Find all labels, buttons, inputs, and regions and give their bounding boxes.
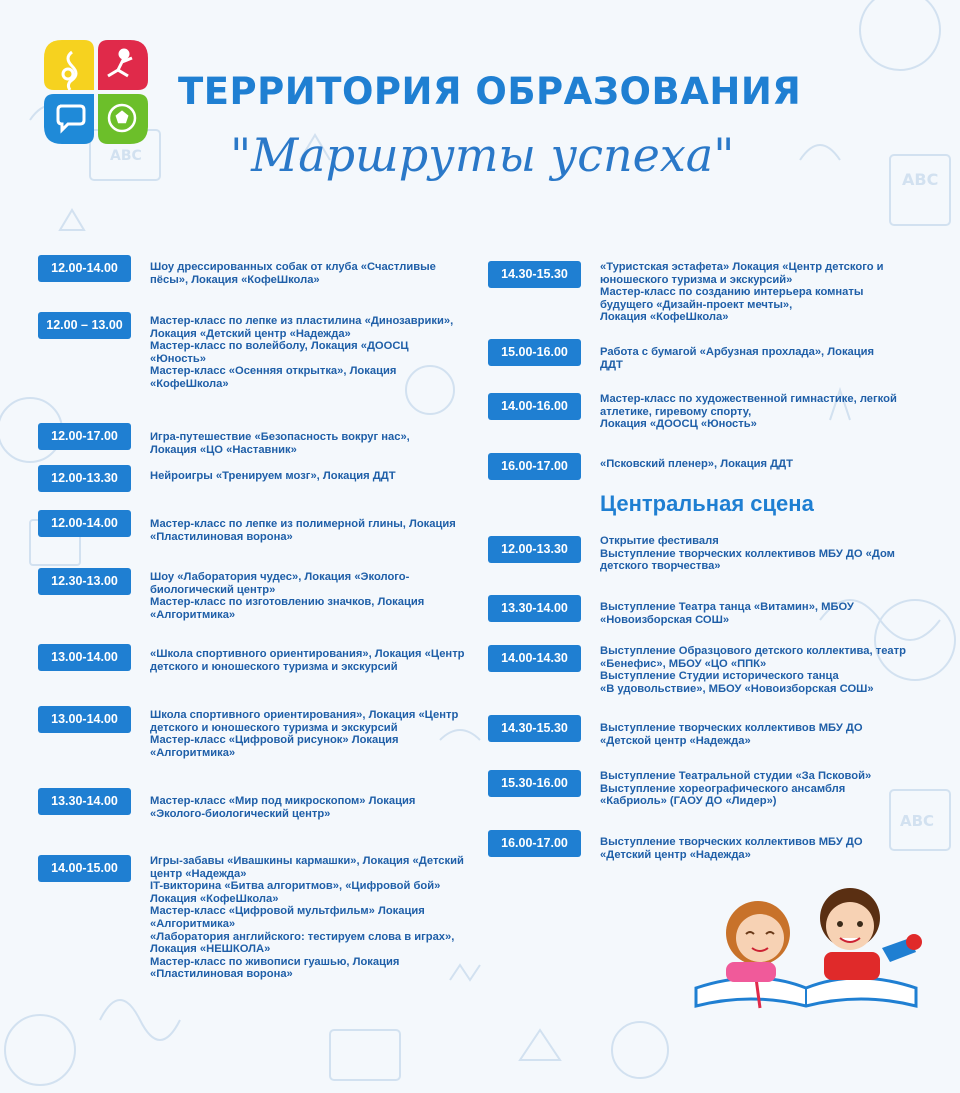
event-line: детского творчества» [600,560,721,573]
event-description [600,722,940,747]
event-description [150,518,490,543]
event-line: «КофеШкола» [150,377,229,390]
event-line: «Туристская эстафета» Локация «Центр детского и [600,261,884,273]
event-line: Мастер-класс по изготовлению значков, Локация [150,596,425,609]
event-line: «Детской центр «Надежда» [600,734,751,747]
time-badge: 14.00-14.30 [488,645,581,672]
event-line: детского и юношеского туризма и экскурсий [150,721,398,734]
svg-text:ABC: ABC [900,812,935,830]
logo-petal-red [98,40,148,90]
time-badge: 14.00-16.00 [488,393,581,420]
time-badge: 13.30-14.00 [38,788,131,815]
event-line: «Псковский пленер», Локация ДДТ [600,458,793,470]
event-description [150,648,490,673]
event-line: Мастер-класс по художественной гимнастике, легкой [600,393,897,405]
page-subtitle: "Маршруты успеха" [230,128,735,182]
time-badge: 14.30-15.30 [488,261,581,288]
kids-reading-illustration [686,878,926,1013]
event-description [600,836,940,861]
event-line: пёсы», Локация «КофеШкола» [150,273,320,286]
event-description [150,855,490,981]
time-badge: 13.00-14.00 [38,706,131,733]
event-line: Мастер-класс по созданию интерьера комнаты [600,286,864,299]
event-line: детского и юношеского туризма и экскурсий [150,660,398,673]
time-badge: 14.00-15.00 [38,855,131,882]
event-line: Выступление творческих коллективов МБУ ДО «Дом [600,547,895,560]
event-line: «Лаборатория английского: тестируем слова в играх», [150,930,455,943]
logo-petal-blue [44,94,94,144]
event-line: Мастер-класс по лепке из пластилина «Динозаврики», [150,315,454,327]
event-description [150,315,490,391]
event-line: «Школа спортивного ориентирования», Локация «Центр [150,648,465,660]
event-line: Мастер-класс «Цифровой рисунок» Локация [150,734,399,747]
event-line: «Юность» [150,352,207,365]
event-line: Мастер-класс «Осенняя открытка», Локация [150,365,397,378]
central-stage-title: Центральная сцена [600,491,814,516]
time-badge: 13.30-14.00 [488,595,581,622]
event-line: Выступление Театральной студии «За Псковой» [600,770,872,782]
event-line: Локация «НЕШКОЛА» [150,943,271,956]
time-badge: 12.30-13.00 [38,568,131,595]
event-description [150,431,490,456]
time-badge: 13.00-14.00 [38,644,131,671]
event-line: Выступление творческих коллективов МБУ ДО [600,836,863,848]
time-badge: 12.00-13.30 [38,465,131,492]
event-line: «Новоизборская СОШ» [600,613,730,626]
event-line: Игры-забавы «Ивашкины кармашки», Локация «Детский [150,855,464,867]
svg-text:ABC: ABC [902,170,939,189]
event-line: ДДТ [600,358,623,371]
event-description [600,770,940,808]
event-line: Выступление Образцового детского коллектива, театр [600,645,906,657]
event-line: Школа спортивного ориентирования», Локация «Центр [150,709,459,721]
event-line: Мастер-класс по живописи гуашью, Локация [150,955,400,968]
event-line: «Алгоритмика» [150,608,236,621]
festival-logo [44,40,148,144]
event-line: Игра-путешествие «Безопасность вокруг нас», [150,431,410,443]
event-line: биологический центр» [150,583,276,596]
event-description [600,535,940,573]
event-line: Работа с бумагой «Арбузная прохлада», Локация [600,346,875,358]
event-line: Выступление Театра танца «Витамин», МБОУ [600,601,854,613]
event-description [150,470,490,483]
event-line: атлетике, гиревому спорту, [600,405,752,418]
time-badge: 15.00-16.00 [488,339,581,366]
event-line: Выступление творческих коллективов МБУ ДО [600,722,863,734]
event-line: Шоу «Лаборатория чудес», Локация «Эколого- [150,571,410,583]
event-line: Мастер-класс «Мир под микроскопом» Локация [150,795,416,807]
event-description [600,393,940,431]
event-line: Локация «Детский центр «Надежда» [150,327,351,340]
event-description [600,346,940,371]
event-description [150,261,490,286]
event-line: «Пластилиновая ворона» [150,968,293,981]
event-line: Локация «ЦО «Наставник» [150,443,297,456]
time-badge: 12.00-14.00 [38,510,131,537]
event-line: «Кабриоль» (ГАОУ ДО «Лидер») [600,795,777,808]
event-line: «Пластилиновая ворона» [150,530,293,543]
event-line: «Эколого-биологический центр» [150,807,331,820]
event-line: Нейроигры «Тренируем мозг», Локация ДДТ [150,470,396,482]
time-badge: 12.00-13.30 [488,536,581,563]
time-badge: 12.00-14.00 [38,255,131,282]
event-line: «Алгоритмика» [150,917,236,930]
event-line: Шоу дрессированных собак от клуба «Счастливые [150,261,436,273]
event-description [150,709,490,759]
page-title: ТЕРРИТОРИЯ ОБРАЗОВАНИЯ [178,70,802,113]
event-line: Локация «КофеШкола» [150,892,279,905]
time-badge: 14.30-15.30 [488,715,581,742]
time-badge: 12.00-17.00 [38,423,131,450]
event-line: Локация «КофеШкола» [600,311,729,324]
event-line: юношеского туризма и экскурсий» [600,273,793,286]
event-line: центр «Надежда» [150,867,247,880]
event-description [600,645,940,695]
event-description [600,261,940,324]
time-badge: 16.00-17.00 [488,830,581,857]
event-line: Мастер-класс по волейболу, Локация «ДООСЦ [150,340,409,353]
event-line: «В удовольствие», МБОУ «Новоизборская СОШ» [600,682,874,695]
event-line: «Детский центр «Надежда» [600,848,751,861]
event-line: будущего «Дизайн-проект мечты», [600,298,793,311]
event-line: Открытие фестиваля [600,535,719,547]
event-line: «Бенефис», МБОУ «ЦО «ППК» [600,657,767,670]
event-description [600,458,940,471]
time-badge: 16.00-17.00 [488,453,581,480]
event-line: «Алгоритмика» [150,746,236,759]
event-description [150,795,490,820]
time-badge: 15.30-16.00 [488,770,581,797]
event-line: Локация «ДООСЦ «Юность» [600,418,757,431]
event-line: Выступление Студии исторического танца [600,670,839,683]
event-line: Мастер-класс «Цифровой мультфильм» Локация [150,905,425,918]
event-description [150,571,490,621]
event-line: IT-викторина «Битва алгоритмов», «Цифровой бой» [150,880,441,893]
event-description [600,601,940,626]
time-badge: 12.00 – 13.00 [38,312,131,339]
event-line: Выступление хореографического ансамбля [600,782,846,795]
event-line: Мастер-класс по лепке из полимерной глины, Локация [150,518,456,530]
svg-text:ABC: ABC [110,148,142,164]
